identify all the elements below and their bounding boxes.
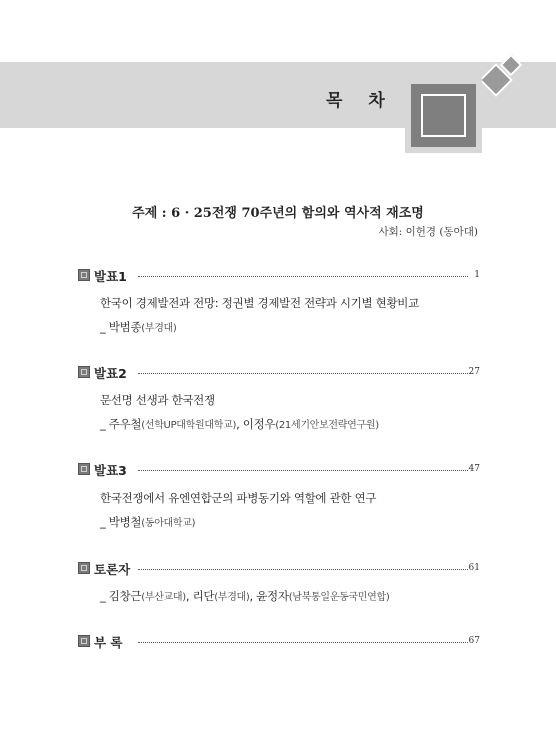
toc-entry-presentation-1[interactable] [78, 267, 480, 283]
page-title: 목 차 [326, 91, 395, 111]
speaker-name: _ 주우철 [100, 417, 142, 431]
leader-dots [138, 276, 468, 277]
toc-entry-presentation-2[interactable] [78, 364, 480, 380]
page-number: 61 [468, 563, 480, 573]
speaker-affiliation: (21세기안보전략연구원) [275, 420, 379, 431]
toc-entry-label: 부 록 [94, 633, 129, 651]
page-number: 27 [468, 367, 480, 377]
speaker-affiliation: (부산교대) [141, 592, 186, 603]
speaker-affiliation: (선학UP대학원대학교) [141, 420, 237, 431]
speaker-line: _ 김창근(부산교대), 리단(부경대), 윤정자(남북통일운동국민연합) [100, 589, 390, 603]
bullet-square-icon [78, 463, 90, 475]
toc-entry-label: 발표3 [94, 461, 133, 479]
toc-entry-label: 발표1 [94, 267, 133, 285]
toc-entry-appendix[interactable] [78, 633, 480, 649]
toc-entry-discussants[interactable] [78, 560, 480, 576]
page-number: 67 [468, 636, 480, 646]
speaker-affiliation: (동아대학교) [141, 518, 196, 529]
leader-dots [138, 373, 468, 374]
bullet-square-icon [78, 562, 90, 574]
page-number: 1 [474, 270, 480, 280]
toc-entry-presentation-3[interactable] [78, 461, 480, 477]
speaker-name: 리단 [192, 589, 215, 603]
toc-entry-label: 발표2 [94, 364, 133, 382]
speaker-affiliation: (남북통일운동국민연합) [288, 592, 390, 603]
bullet-square-icon [78, 366, 90, 378]
bullet-square-icon [78, 635, 90, 647]
speaker-line: _ 주우철(선학UP대학원대학교), 이정우(21세기안보전략연구원) [100, 417, 379, 431]
speaker-line [100, 319, 177, 335]
leader-dots [138, 642, 468, 643]
speaker-name: _ 김창근 [100, 589, 142, 603]
theme-title: 주제 : 6 · 25전쟁 70주년의 함의와 역사적 재조명 [132, 206, 424, 221]
speaker-affiliation: (부경대) [141, 323, 177, 334]
leader-dots [138, 569, 468, 570]
speaker-affiliation: (부경대) [214, 592, 250, 603]
topic-title: 한국이 경제발전과 전망: 정권별 경제발전 전략과 시기별 현황비교 [100, 296, 419, 310]
leader-dots [138, 470, 468, 471]
page-number: 47 [468, 464, 480, 474]
topic-title: 한국전쟁에서 유엔연합군의 파병동기와 역할에 관한 연구 [100, 491, 377, 505]
speaker-name: _ 박병철 [100, 515, 142, 529]
speaker-name: 윤정자 [256, 589, 289, 603]
bullet-square-icon [78, 269, 90, 281]
speaker-line [100, 514, 195, 530]
toc-entry-label: 토론자 [94, 560, 136, 578]
speaker-name: _ 박범종 [100, 320, 142, 334]
moderator-line: 사회: 이헌경 (동아대) [378, 226, 478, 238]
decorative-square [405, 78, 482, 153]
speaker-name: 이정우 [242, 417, 276, 431]
topic-title: 문선명 선생과 한국전쟁 [100, 393, 215, 407]
